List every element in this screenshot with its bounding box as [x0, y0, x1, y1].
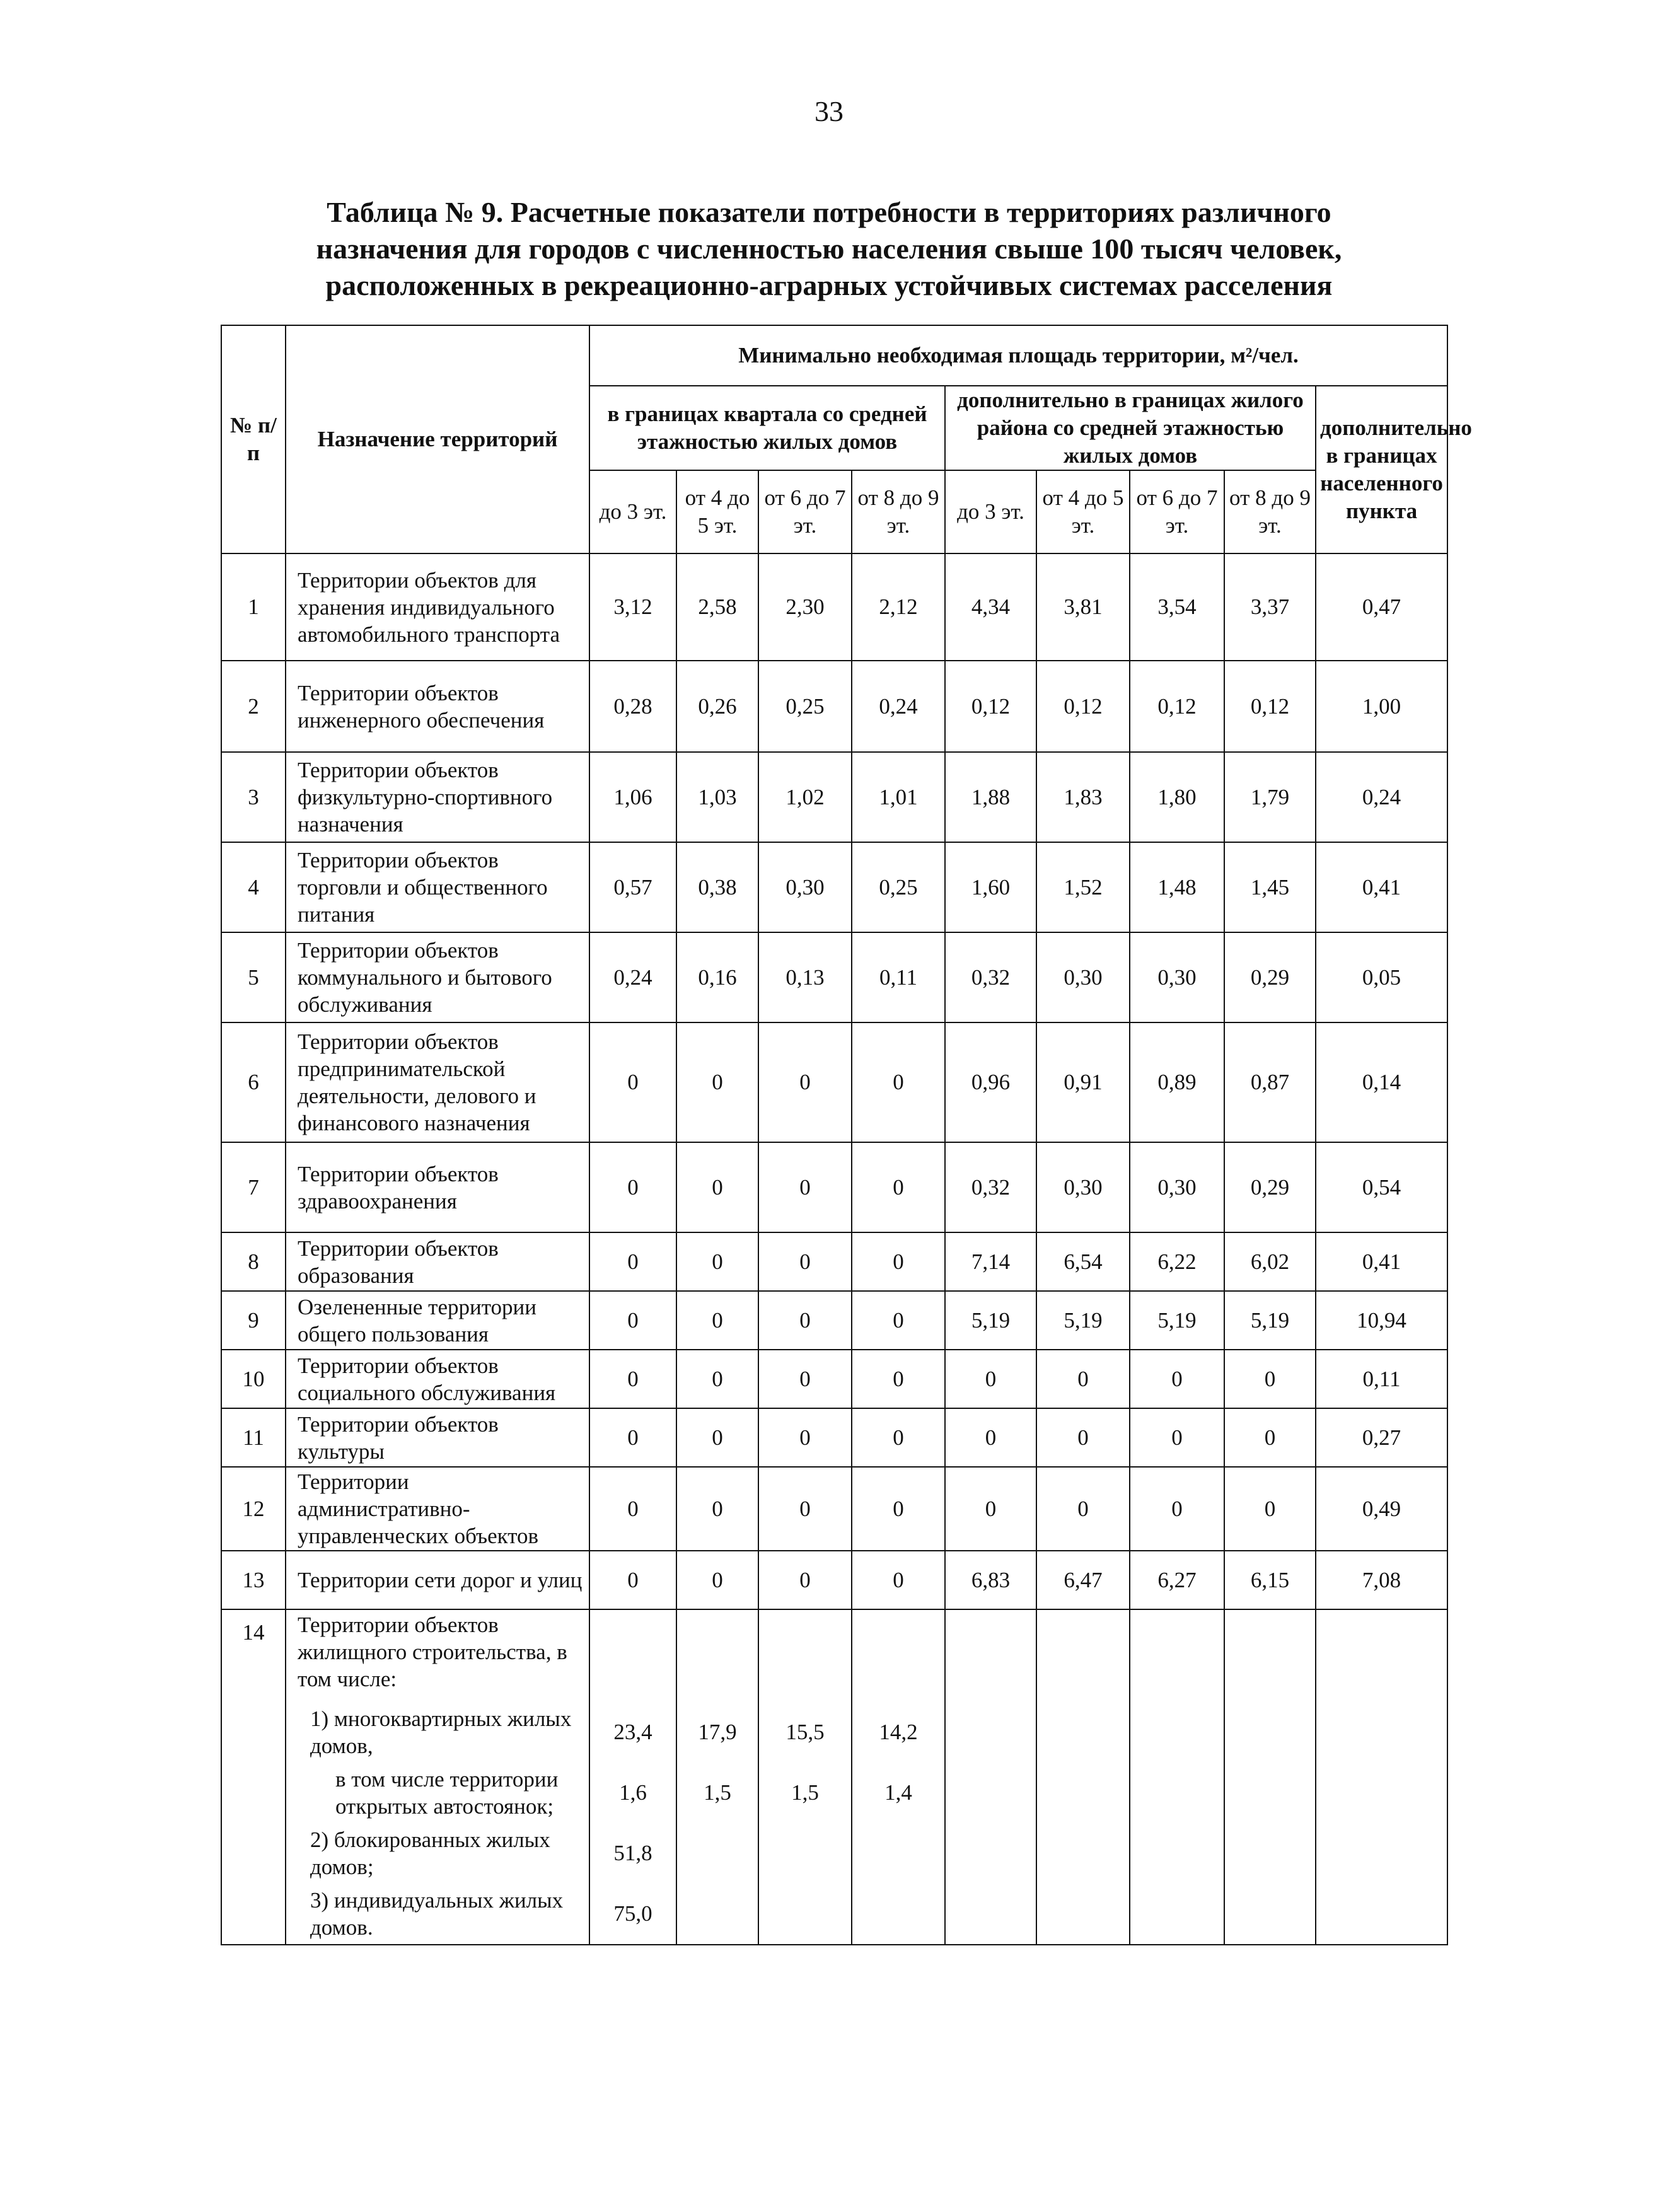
sub-value: [856, 1884, 941, 1944]
row-purpose: Территории объектов инженерного обеспечения: [286, 661, 589, 752]
value-cell: 3,12: [589, 553, 676, 661]
value-cell: 0: [589, 1467, 676, 1551]
value-cell: 1,52: [1036, 842, 1130, 932]
value-cell: 0,32: [945, 932, 1036, 1022]
row-purpose: Территории объектов культуры: [286, 1408, 589, 1467]
value-cell: 0: [676, 1232, 758, 1291]
value-cell: 0,12: [1130, 661, 1224, 752]
value-cell: 0: [945, 1467, 1036, 1551]
value-cell: 1,88: [945, 752, 1036, 842]
value-cell: 0,29: [1224, 932, 1316, 1022]
title-line-1: Таблица № 9. Расчетные показатели потребности в территориях различного: [327, 196, 1331, 228]
value-cell: 0,12: [1224, 661, 1316, 752]
row-number: 4: [221, 842, 286, 932]
value-cell: 0,24: [852, 661, 945, 752]
row-purpose: Территории объектов образования: [286, 1232, 589, 1291]
row-purpose: Территории сети дорог и улиц: [286, 1551, 589, 1609]
value-cell: 0,29: [1224, 1142, 1316, 1232]
value-cell: 10,94: [1316, 1291, 1447, 1350]
empty-cell: [1036, 1609, 1130, 1945]
sub-value: 15,5: [786, 1720, 825, 1744]
value-cell: [676, 1609, 758, 1945]
sub-value: 1,4: [884, 1780, 912, 1805]
row-number: 8: [221, 1232, 286, 1291]
row-number: 13: [221, 1551, 286, 1609]
value-cell: 0: [676, 1408, 758, 1467]
row-purpose: Территории объектов здравоохранения: [286, 1142, 589, 1232]
empty-cell: [1224, 1609, 1316, 1945]
row-purpose: Озелененные территории общего пользования: [286, 1291, 589, 1350]
value-cell: 0: [852, 1408, 945, 1467]
value-cell: 0,30: [1036, 932, 1130, 1022]
value-cell: 0,32: [945, 1142, 1036, 1232]
value-cell: 1,79: [1224, 752, 1316, 842]
header-block: в границах квартала со средней этажностью жилых домов: [589, 386, 945, 470]
value-cell: 0: [589, 1551, 676, 1609]
value-cell: 0: [1036, 1408, 1130, 1467]
value-cell: 0: [758, 1022, 852, 1142]
value-cell: 0,30: [758, 842, 852, 932]
value-cell: 0: [589, 1408, 676, 1467]
header-floors: от 6 до 7 эт.: [758, 470, 852, 553]
value-cell: 0: [1036, 1350, 1130, 1408]
value-cell: 0,11: [852, 932, 945, 1022]
value-cell: 0,49: [1316, 1467, 1447, 1551]
page-number: 33: [815, 95, 843, 127]
table-row: [221, 553, 1447, 661]
value-cell: 0: [758, 1408, 852, 1467]
value-cell: 0: [589, 1350, 676, 1408]
table-row: [221, 1350, 1447, 1408]
empty-cell: [1316, 1609, 1447, 1945]
value-cell: 6,54: [1036, 1232, 1130, 1291]
row-purpose: Территории административно-управленческих объектов: [286, 1467, 589, 1551]
value-cell: 1,83: [1036, 752, 1130, 842]
header-floors: от 4 до 5 эт.: [1036, 470, 1130, 553]
value-cell: 0,38: [676, 842, 758, 932]
value-cell: 0,47: [1316, 553, 1447, 661]
header-settlement: дополнительно в границах населенного пункта: [1316, 386, 1447, 553]
value-cell: 0: [676, 1350, 758, 1408]
value-cell: 0: [852, 1467, 945, 1551]
table-row: [221, 1551, 1447, 1609]
table-row: [221, 1232, 1447, 1291]
row-number: 6: [221, 1022, 286, 1142]
value-cell: 0,16: [676, 932, 758, 1022]
value-cell: 2,12: [852, 553, 945, 661]
sub-value: [681, 1823, 754, 1884]
value-cell: 0: [758, 1232, 852, 1291]
value-cell: 2,58: [676, 553, 758, 661]
value-cell: 0: [852, 1142, 945, 1232]
value-cell: 0: [758, 1551, 852, 1609]
value-cell: 0: [676, 1551, 758, 1609]
sub-value: 23,4: [613, 1720, 652, 1744]
value-cell: [589, 1609, 676, 1945]
header-floors: от 8 до 9 эт.: [1224, 470, 1316, 553]
row-purpose: Территории объектов коммунального и бытового обслуживания: [286, 932, 589, 1022]
value-cell: 0,24: [589, 932, 676, 1022]
value-cell: 0: [1224, 1408, 1316, 1467]
value-cell: 0,30: [1130, 1142, 1224, 1232]
value-cell: 0,30: [1036, 1142, 1130, 1232]
row-number: 11: [221, 1408, 286, 1467]
value-cell: [758, 1609, 852, 1945]
value-cell: 7,14: [945, 1232, 1036, 1291]
header-floors: от 4 до 5 эт.: [676, 470, 758, 553]
title-line-3: расположенных в рекреационно-аграрных устойчивых системах расселения: [325, 269, 1333, 301]
row-purpose: Территории объектов для хранения индивидуального автомобильного транспорта: [286, 553, 589, 661]
value-cell: 6,27: [1130, 1551, 1224, 1609]
header-min-area: Минимально необходимая площадь территории, м²/чел.: [589, 325, 1447, 386]
value-cell: 0: [1130, 1467, 1224, 1551]
value-cell: 0,41: [1316, 842, 1447, 932]
value-cell: 0,25: [758, 661, 852, 752]
value-cell: 0,96: [945, 1022, 1036, 1142]
value-cell: 0: [676, 1291, 758, 1350]
value-cell: 7,08: [1316, 1551, 1447, 1609]
table-row: [221, 1291, 1447, 1350]
value-cell: 0: [589, 1142, 676, 1232]
empty-cell: [945, 1609, 1036, 1945]
row-purpose: Территории объектов предпринимательской деятельности, делового и финансового назначения: [286, 1022, 589, 1142]
value-cell: 1,02: [758, 752, 852, 842]
value-cell: 0: [852, 1022, 945, 1142]
sub-value: 1,5: [791, 1780, 819, 1805]
value-cell: 0: [676, 1142, 758, 1232]
value-cell: 0: [758, 1291, 852, 1350]
value-cell: 6,83: [945, 1551, 1036, 1609]
value-cell: 0,12: [945, 661, 1036, 752]
value-cell: 0,13: [758, 932, 852, 1022]
value-cell: 2,30: [758, 553, 852, 661]
table-row: [221, 661, 1447, 752]
value-cell: 1,06: [589, 752, 676, 842]
sub-item-label: в том числе территории открытых автостоянок;: [335, 1767, 559, 1819]
value-cell: 0: [852, 1232, 945, 1291]
sub-item-label: 2) блокированных жилых домов;: [310, 1827, 550, 1879]
value-cell: [852, 1609, 945, 1945]
sub-value: [763, 1884, 847, 1944]
value-cell: 0,89: [1130, 1022, 1224, 1142]
table-row: [221, 1467, 1447, 1551]
table-row: [221, 1609, 1447, 1945]
row-number: 5: [221, 932, 286, 1022]
value-cell: 0: [1130, 1408, 1224, 1467]
value-cell: 5,19: [1130, 1291, 1224, 1350]
header-purpose: Назначение территорий: [286, 325, 589, 553]
value-cell: 3,54: [1130, 553, 1224, 661]
value-cell: 1,48: [1130, 842, 1224, 932]
table-row: [221, 1142, 1447, 1232]
sub-value: [856, 1823, 941, 1884]
table-row: [221, 842, 1447, 932]
value-cell: 0: [1130, 1350, 1224, 1408]
sub-item-label: 1) многоквартирных жилых домов,: [310, 1706, 572, 1758]
header-floors: от 6 до 7 эт.: [1130, 470, 1224, 553]
table-row: [221, 932, 1447, 1022]
value-cell: 1,03: [676, 752, 758, 842]
value-cell: 4,34: [945, 553, 1036, 661]
value-cell: 1,80: [1130, 752, 1224, 842]
table-row: [221, 1022, 1447, 1142]
sub-value: 17,9: [698, 1720, 737, 1744]
header-floors: до 3 эт.: [945, 470, 1036, 553]
value-cell: 0,28: [589, 661, 676, 752]
sub-value: 1,6: [619, 1780, 647, 1805]
value-cell: 6,02: [1224, 1232, 1316, 1291]
row-purpose: Территории объектов физкультурно-спортивного назначения: [286, 752, 589, 842]
table-row: [221, 752, 1447, 842]
sub-value: 1,5: [704, 1780, 731, 1805]
value-cell: 1,01: [852, 752, 945, 842]
row-number: 3: [221, 752, 286, 842]
title-line-2: назначения для городов с численностью населения свыше 100 тысяч человек,: [316, 233, 1342, 265]
norms-table: [221, 325, 1472, 1945]
row-number: 12: [221, 1467, 286, 1551]
value-cell: 0,12: [1036, 661, 1130, 752]
value-cell: 3,37: [1224, 553, 1316, 661]
row-purpose: Территории объектов социального обслуживания: [286, 1350, 589, 1408]
value-cell: 0: [676, 1022, 758, 1142]
value-cell: 0,05: [1316, 932, 1447, 1022]
value-cell: 0: [758, 1467, 852, 1551]
row-purpose: [286, 1609, 589, 1945]
value-cell: 5,19: [1224, 1291, 1316, 1350]
row-purpose: Территории объектов торговли и общественного питания: [286, 842, 589, 932]
row-number: 1: [221, 553, 286, 661]
value-cell: 0,26: [676, 661, 758, 752]
row-number: 10: [221, 1350, 286, 1408]
value-cell: 0,27: [1316, 1408, 1447, 1467]
value-cell: 0,54: [1316, 1142, 1447, 1232]
sub-value: [681, 1884, 754, 1944]
value-cell: 0,24: [1316, 752, 1447, 842]
value-cell: 0: [945, 1350, 1036, 1408]
value-cell: 0: [1224, 1467, 1316, 1551]
value-cell: 1,45: [1224, 842, 1316, 932]
value-cell: 1,00: [1316, 661, 1447, 752]
value-cell: 0,30: [1130, 932, 1224, 1022]
value-cell: 0: [589, 1232, 676, 1291]
value-cell: 6,22: [1130, 1232, 1224, 1291]
value-cell: 0,25: [852, 842, 945, 932]
value-cell: 0: [758, 1142, 852, 1232]
value-cell: 0,14: [1316, 1022, 1447, 1142]
sub-item-label: 3) индивидуальных жилых домов.: [310, 1888, 564, 1940]
sub-value: 51,8: [613, 1841, 652, 1865]
value-cell: 0: [758, 1350, 852, 1408]
empty-cell: [1130, 1609, 1224, 1945]
row-number: 7: [221, 1142, 286, 1232]
value-cell: 0: [589, 1291, 676, 1350]
value-cell: 0: [852, 1291, 945, 1350]
value-cell: 0: [945, 1408, 1036, 1467]
sub-value: 14,2: [879, 1720, 918, 1744]
row-number: 14: [221, 1609, 286, 1945]
value-cell: 6,15: [1224, 1551, 1316, 1609]
value-cell: 0: [1224, 1350, 1316, 1408]
row-number: 9: [221, 1291, 286, 1350]
header-district: дополнительно в границах жилого района со средней этажностью жилых домов: [945, 386, 1316, 470]
value-cell: 1,60: [945, 842, 1036, 932]
value-cell: 0,91: [1036, 1022, 1130, 1142]
value-cell: 3,81: [1036, 553, 1130, 661]
value-cell: 0,11: [1316, 1350, 1447, 1408]
value-cell: 0: [676, 1467, 758, 1551]
header-floors: до 3 эт.: [589, 470, 676, 553]
row-number: 2: [221, 661, 286, 752]
value-cell: 0: [852, 1350, 945, 1408]
table-title: [208, 194, 1450, 304]
value-cell: 0: [1036, 1467, 1130, 1551]
row-purpose-heading: Территории объектов жилищного строительства, в том числе:: [298, 1613, 567, 1691]
header-floors: от 8 до 9 эт.: [852, 470, 945, 553]
value-cell: 0: [852, 1551, 945, 1609]
value-cell: 5,19: [945, 1291, 1036, 1350]
value-cell: 0,87: [1224, 1022, 1316, 1142]
header-num: № п/п: [221, 325, 286, 553]
value-cell: 6,47: [1036, 1551, 1130, 1609]
value-cell: 0,57: [589, 842, 676, 932]
sub-value: 75,0: [613, 1901, 652, 1926]
value-cell: 0: [589, 1022, 676, 1142]
value-cell: 0,41: [1316, 1232, 1447, 1291]
value-cell: 5,19: [1036, 1291, 1130, 1350]
table-row: [221, 1408, 1447, 1467]
sub-value: [763, 1823, 847, 1884]
